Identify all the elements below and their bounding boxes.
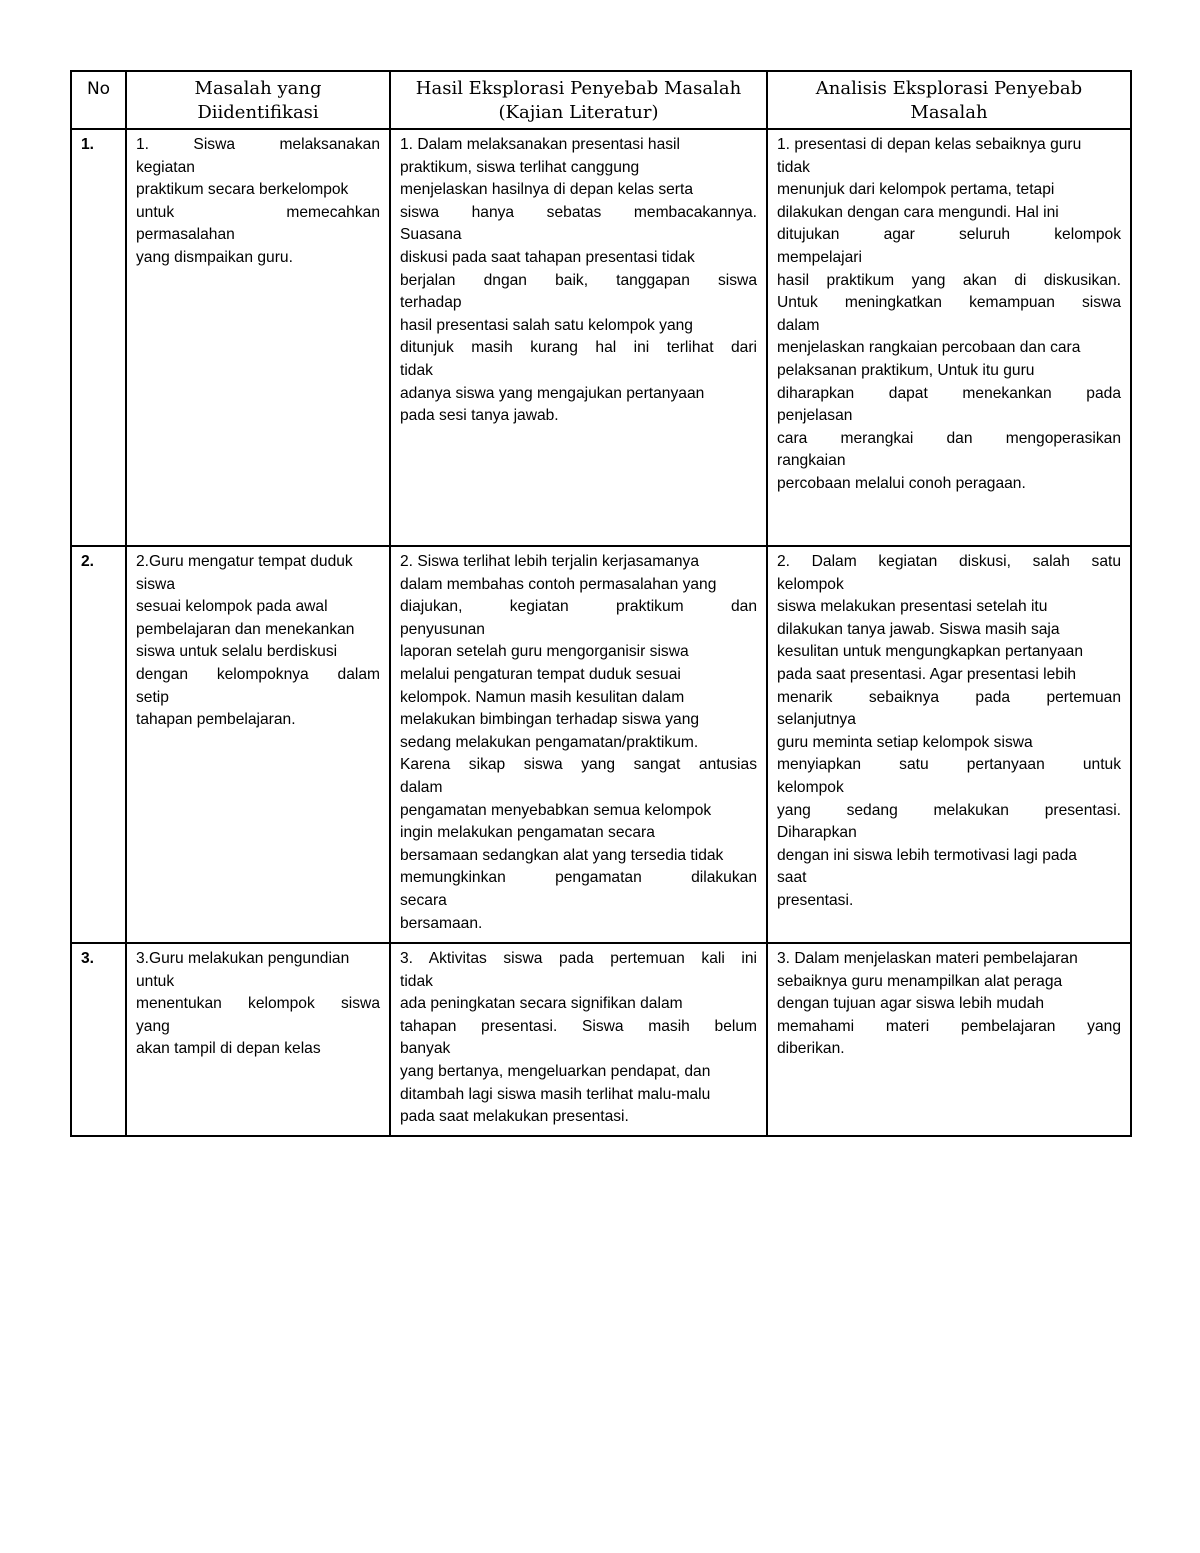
cell-text-line: kelompok <box>777 778 844 796</box>
cell-text-line: secara <box>400 891 447 909</box>
cell-text-line: menentukan kelompok siswa <box>136 995 380 1013</box>
cell-text-line: pada sesi tanya jawab. <box>400 407 559 425</box>
cell-text-line: ditujukan agar seluruh kelompok <box>777 226 1121 244</box>
cell-text-line: dalam <box>777 316 820 334</box>
cell-text-line: siswa untuk selalu berdiskusi <box>136 643 338 661</box>
masalah-cell <box>126 943 390 1136</box>
cell-text-line: untuk <box>136 972 175 990</box>
cell-text-line: rangkaian <box>777 452 846 470</box>
cell-text-line: saat <box>777 869 807 887</box>
table-row <box>71 943 1131 1136</box>
header-analisis-line-1: Analisis Eksplorasi Penyebab <box>815 78 1083 99</box>
cell-text-line: yang sedang melakukan presentasi. <box>777 801 1121 819</box>
hasil-cell <box>390 943 767 1136</box>
cell-text-line: dilakukan dengan cara mengundi. Hal ini <box>777 203 1059 221</box>
cell-text-line: melalui pengaturan tempat duduk sesuai <box>400 665 681 683</box>
cell-text-line: dilakukan tanya jawab. Siswa masih saja <box>777 620 1060 638</box>
cell-text-line: 2.Guru mengatur tempat duduk <box>136 553 353 570</box>
cell-text-line: pada saat presentasi. Agar presentasi lebih <box>777 665 1077 683</box>
cell-text-line: siswa melakukan presentasi setelah itu <box>777 598 1048 616</box>
table-row <box>71 129 1131 546</box>
cell-text-line: akan tampil di depan kelas <box>136 1040 321 1058</box>
row-number: 2. <box>71 546 126 943</box>
cell-text-line: pelaksanan praktikum, Untuk itu guru <box>777 361 1035 379</box>
analisis-cell <box>767 943 1131 1136</box>
row-number: 3. <box>71 943 126 1136</box>
analisis-cell <box>767 546 1131 943</box>
cell-text-line: 3. Dalam menjelaskan materi pembelajaran <box>777 950 1078 967</box>
cell-text-line: memahami materi pembelajaran yang <box>777 1017 1121 1035</box>
cell-text-line: diberikan. <box>777 1040 845 1058</box>
cell-text-line: tahapan presentasi. Siswa masih belum <box>400 1017 757 1035</box>
cell-text-line: memungkinkan pengamatan dilakukan <box>400 869 757 887</box>
header-hasil-line-1: Hasil Eksplorasi Penyebab Masalah <box>415 78 742 99</box>
cell-text-line: bersamaan. <box>400 914 483 932</box>
cell-text-line: menarik sebaiknya pada pertemuan <box>777 688 1121 706</box>
cell-text-line: pembelajaran dan menekankan <box>136 620 355 638</box>
cell-text-line: melakukan bimbingan terhadap siswa yang <box>400 711 700 729</box>
cell-text-line: diharapkan dapat menekankan pada <box>777 384 1121 402</box>
cell-text-line: ingin melakukan pengamatan secara <box>400 824 655 842</box>
cell-text-line: guru meminta setiap kelompok siswa <box>777 733 1033 751</box>
cell-text-line: yang <box>136 1017 170 1035</box>
header-masalah-line-2: Diidentifikasi <box>197 102 319 123</box>
hasil-cell <box>390 129 767 546</box>
header-no-text: No <box>86 79 111 99</box>
header-masalah <box>126 71 390 129</box>
cell-text-line: hasil praktikum yang akan di diskusikan. <box>777 271 1121 289</box>
cell-text-line: untuk memecahkan <box>136 203 380 221</box>
table-header-row <box>71 71 1131 129</box>
cell-text-line: adanya siswa yang mengajukan pertanyaan <box>400 384 705 402</box>
cell-text-line: yang bertanya, mengeluarkan pendapat, dan <box>400 1062 711 1080</box>
cell-text-line: mempelajari <box>777 248 862 266</box>
cell-text-line: pada saat melakukan presentasi. <box>400 1108 629 1126</box>
exploration-table <box>70 70 1132 1137</box>
cell-text-line: dengan kelompoknya dalam <box>136 665 380 683</box>
cell-text-line: sebaiknya guru menampilkan alat peraga <box>777 972 1063 990</box>
cell-text-line: berjalan dngan baik, tanggapan siswa <box>400 271 757 289</box>
cell-text-line: kelompok. Namun masih kesulitan dalam <box>400 688 685 706</box>
cell-text-line: Suasana <box>400 226 462 244</box>
cell-text-line: 3. Aktivitas siswa pada pertemuan kali ini <box>400 950 757 967</box>
cell-text-line: terhadap <box>400 294 462 312</box>
masalah-cell <box>126 546 390 943</box>
cell-text-line: diskusi pada saat tahapan presentasi tidak <box>400 248 695 266</box>
cell-text-line: praktikum secara berkelompok <box>136 181 349 199</box>
cell-text-line: praktikum, siswa terlihat canggung <box>400 158 640 176</box>
cell-text-line: sesuai kelompok pada awal <box>136 598 328 616</box>
cell-text-line: percobaan melalui conoh peragaan. <box>777 474 1026 492</box>
cell-text-line: bersamaan sedangkan alat yang tersedia tidak <box>400 846 724 864</box>
cell-text-line: menyiapkan satu pertanyaan untuk <box>777 756 1121 774</box>
cell-text-line: 1. Dalam melaksanakan presentasi hasil <box>400 136 680 153</box>
cell-text-line: 1. Siswa melaksanakan <box>136 136 380 153</box>
cell-text-line: 3.Guru melakukan pengundian <box>136 950 350 967</box>
header-no <box>71 71 126 129</box>
cell-text-line: dalam <box>400 778 443 796</box>
cell-text-line: Untuk meningkatkan kemampuan siswa <box>777 294 1121 312</box>
cell-text-line: ada peningkatan secara signifikan dalam <box>400 995 683 1013</box>
cell-text-line: presentasi. <box>777 891 854 909</box>
cell-text-line: 2. Siswa terlihat lebih terjalin kerjasamanya <box>400 553 700 570</box>
cell-text-line: cara merangkai dan mengoperasikan <box>777 429 1121 447</box>
cell-text-line: tidak <box>777 158 810 176</box>
cell-text-line: dengan ini siswa lebih termotivasi lagi pada <box>777 846 1077 864</box>
row-number: 1. <box>71 129 126 546</box>
cell-text-line: tidak <box>400 972 433 990</box>
table-body <box>71 129 1131 1136</box>
cell-text-line: kegiatan <box>136 158 195 176</box>
cell-text-line: siswa <box>136 575 175 593</box>
cell-text-line: permasalahan <box>136 226 235 244</box>
hasil-cell <box>390 546 767 943</box>
cell-text-line: menunjuk dari kelompok pertama, tetapi <box>777 181 1055 199</box>
cell-text-line: tahapan pembelajaran. <box>136 711 296 729</box>
cell-text-line: diajukan, kegiatan praktikum dan <box>400 598 757 616</box>
cell-text-line: kesulitan untuk mengungkapkan pertanyaan <box>777 643 1084 661</box>
cell-text-line: pengamatan menyebabkan semua kelompok <box>400 801 712 819</box>
masalah-cell <box>126 129 390 546</box>
cell-text-line: menjelaskan rangkaian percobaan dan cara <box>777 339 1081 357</box>
header-hasil-line-2: (Kajian Literatur) <box>498 102 659 123</box>
cell-text-line: dengan tujuan agar siswa lebih mudah <box>777 995 1045 1013</box>
cell-text-line: hasil presentasi salah satu kelompok yang <box>400 316 693 334</box>
header-analisis-line-2: Masalah <box>910 102 988 123</box>
cell-text-line: yang dismpaikan guru. <box>136 248 293 266</box>
cell-text-line: selanjutnya <box>777 711 856 729</box>
cell-text-line: sedang melakukan pengamatan/praktikum. <box>400 733 699 751</box>
cell-text-line: kelompok <box>777 575 844 593</box>
cell-text-line: 2. Dalam kegiatan diskusi, salah satu <box>777 553 1121 570</box>
table-row <box>71 546 1131 943</box>
cell-text-line: siswa hanya sebatas membacakannya. <box>400 203 757 221</box>
cell-text-line: setip <box>136 688 169 706</box>
cell-text-line: Karena sikap siswa yang sangat antusias <box>400 756 757 774</box>
cell-text-line: menjelaskan hasilnya di depan kelas serta <box>400 181 693 199</box>
cell-text-line: ditunjuk masih kurang hal ini terlihat dari <box>400 339 757 357</box>
cell-text-line: 1. presentasi di depan kelas sebaiknya guru <box>777 136 1082 153</box>
cell-text-line: penjelasan <box>777 407 853 425</box>
header-masalah-line-1: Masalah yang <box>194 78 322 99</box>
header-analisis-eksplorasi <box>767 71 1131 129</box>
cell-text-line: dalam membahas contoh permasalahan yang <box>400 575 717 593</box>
cell-text-line: penyusunan <box>400 620 485 638</box>
analisis-cell <box>767 129 1131 546</box>
cell-text-line: banyak <box>400 1040 451 1058</box>
cell-text-line: ditambah lagi siswa masih terlihat malu-malu <box>400 1085 711 1103</box>
cell-text-line: tidak <box>400 361 433 379</box>
cell-text-line: Diharapkan <box>777 824 857 842</box>
cell-text-line: laporan setelah guru mengorganisir siswa <box>400 643 689 661</box>
header-hasil-eksplorasi <box>390 71 767 129</box>
